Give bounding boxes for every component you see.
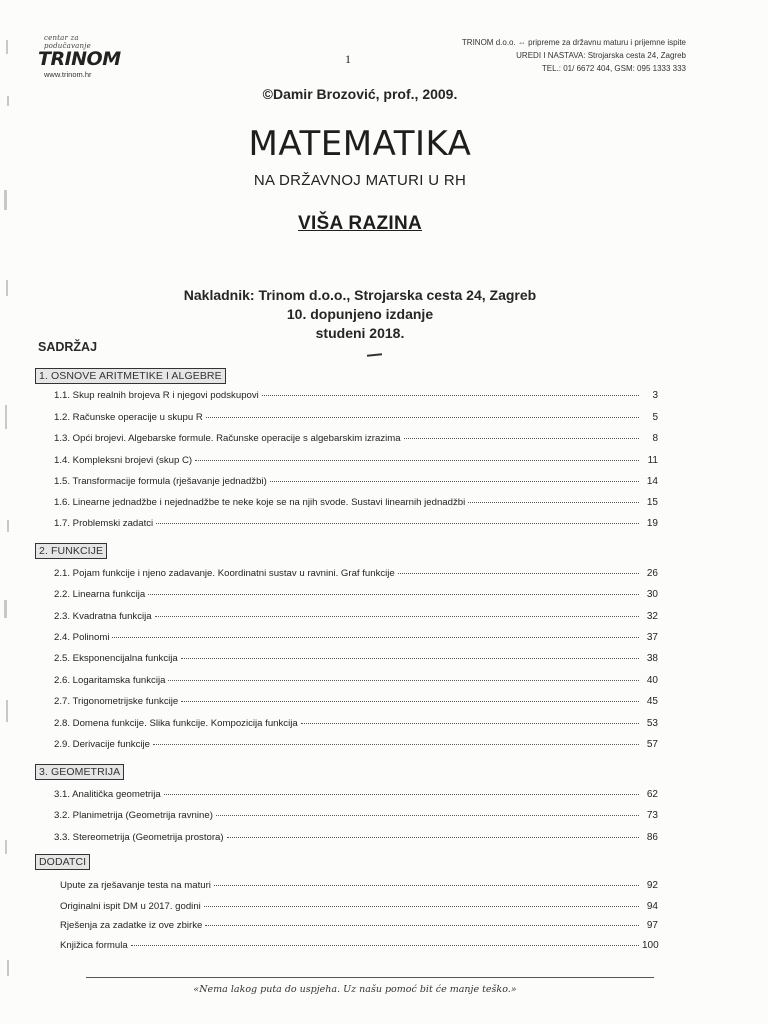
publisher-info — [0, 286, 720, 343]
dot-leader — [181, 658, 639, 659]
toc-entry-title: 2.9. Derivacije funkcije — [54, 739, 150, 750]
toc-entry — [54, 412, 658, 426]
toc-entry-page: 73 — [646, 810, 658, 821]
toc-entry — [54, 433, 658, 447]
toc-entry-title: 2.8. Domena funkcije. Slika funkcije. Kompozicija funkcija — [54, 718, 298, 729]
toc-entry-title: Upute za rješavanje testa na maturi — [60, 880, 211, 891]
logo-wordmark: TRINOM — [38, 48, 121, 70]
toc-entry-title: 2.2. Linearna funkcija — [54, 589, 146, 600]
document-subtitle: NA DRŽAVNOJ MATURI U RH — [253, 172, 467, 189]
toc-entry-page: 26 — [646, 568, 658, 579]
dot-leader — [155, 616, 639, 617]
toc-entry-page: 40 — [646, 675, 658, 686]
toc-entry — [60, 920, 658, 934]
toc-entry-title: 1.6. Linearne jednadžbe i nejednadžbe te neke koje se na njih svode. Sustavi linearnih jednadžbi — [54, 497, 466, 508]
toc-entry — [54, 653, 658, 667]
footer-motto: «Nema lakog puta do uspjeha. Uz našu pomoć bit će manje teško.» — [193, 984, 517, 995]
toc-entry-title: 1.5. Transformacije formula (rješavanje jednadžbi) — [54, 476, 267, 487]
publisher-line: Nakladnik: Trinom d.o.o., Strojarska cesta 24, Zagreb — [183, 287, 537, 303]
toc-entry-page: 45 — [646, 696, 658, 707]
toc-entry-page: 57 — [646, 739, 658, 750]
toc-entry-title: 1.2. Računske operacije u skupu R — [54, 412, 203, 423]
toc-entry — [54, 455, 658, 469]
toc-entry-page: 38 — [646, 653, 658, 664]
dot-leader — [404, 438, 639, 439]
level-heading: VIŠA RAZINA — [298, 213, 422, 234]
dot-leader — [148, 594, 639, 595]
toc-entry-page: 86 — [646, 832, 658, 843]
toc-entry-title: 2.6. Logaritamska funkcija — [54, 675, 166, 686]
toc-entry-title: Knjižica formula — [60, 940, 128, 951]
toc-entry-title: 3.3. Stereometrija (Geometrija prostora) — [54, 832, 224, 843]
logo-url: www.trinom.hr — [44, 70, 92, 79]
toc-entry — [60, 880, 658, 894]
toc-entry-page: 14 — [646, 476, 658, 487]
dot-leader — [156, 523, 639, 524]
toc-entry-title: 3.2. Planimetrija (Geometrija ravnine) — [54, 810, 213, 821]
toc-entry — [54, 718, 658, 732]
dot-leader — [131, 945, 639, 946]
toc-entry-title: 2.7. Trigonometrijske funkcije — [54, 696, 179, 707]
footer-rule — [86, 977, 654, 978]
toc-entry — [54, 589, 658, 603]
copyright-line: ©Damir Brozović, prof., 2009. — [262, 86, 458, 102]
toc-entry-title: 2.5. Eksponencijalna funkcija — [54, 653, 178, 664]
toc-entry-page: 32 — [646, 611, 658, 622]
toc-entry — [54, 476, 658, 490]
trinom-logo — [38, 34, 128, 79]
date-line: studeni 2018. — [315, 325, 405, 341]
toc-entry-page: 3 — [652, 390, 658, 401]
toc-entry — [54, 832, 658, 846]
toc-entry-page: 15 — [646, 497, 658, 508]
section-header: DODATCI — [35, 854, 90, 870]
toc-entry-page: 62 — [646, 789, 658, 800]
dot-leader — [164, 794, 639, 795]
dot-leader — [181, 701, 639, 702]
dot-leader — [205, 925, 639, 926]
firm-line: UREDI I NASTAVA: Strojarska cesta 24, Zagreb — [516, 51, 686, 60]
dot-leader — [216, 815, 639, 816]
dot-leader — [468, 502, 639, 503]
toc-entry — [54, 810, 658, 824]
toc-entry-title: 1.1. Skup realnih brojeva R i njegovi podskupovi — [54, 390, 259, 401]
pen-mark — [367, 353, 382, 357]
section-header: 1. OSNOVE ARITMETIKE I ALGEBRE — [35, 368, 226, 384]
toc-entry-page: 30 — [646, 589, 658, 600]
firm-line: TEL.: 01/ 6672 404, GSM: 095 1333 333 — [541, 64, 686, 73]
dot-leader — [168, 680, 639, 681]
dot-leader — [195, 460, 639, 461]
toc-entry-title: 3.1. Analitička geometrija — [54, 789, 161, 800]
toc-entry-page: 11 — [647, 455, 658, 466]
section-header: 2. FUNKCIJE — [35, 543, 107, 559]
toc-entry-title: 1.7. Problemski zadatci — [54, 518, 154, 529]
document-title: MATEMATIKA — [248, 124, 472, 164]
toc-entry — [60, 901, 658, 915]
dot-leader — [270, 481, 639, 482]
dot-leader — [214, 885, 639, 886]
dot-leader — [227, 837, 639, 838]
toc-entry — [54, 497, 658, 511]
dot-leader — [112, 637, 639, 638]
toc-entry — [54, 675, 658, 689]
toc-entry-page: 19 — [646, 518, 658, 529]
toc-entry — [54, 518, 658, 532]
toc-entry-title: 1.4. Kompleksni brojevi (skup C) — [54, 455, 193, 466]
toc-entry — [54, 739, 658, 753]
toc-entry-page: 8 — [652, 433, 658, 444]
edition-line: 10. dopunjeno izdanje — [286, 306, 434, 322]
toc-entry — [54, 789, 658, 803]
toc-entry-page: 37 — [646, 632, 658, 643]
dot-leader — [301, 723, 639, 724]
toc-entry — [54, 611, 658, 625]
dot-leader — [206, 417, 639, 418]
toc-entry-page: 97 — [646, 920, 658, 931]
toc-entry-title: 2.1. Pojam funkcije i njeno zadavanje. Koordinatni sustav u ravnini. Graf funkcije — [54, 568, 395, 579]
dot-leader — [153, 744, 639, 745]
firm-contact-block — [386, 36, 686, 75]
dot-leader — [204, 906, 639, 907]
page-number: 1 — [345, 52, 351, 66]
dot-leader — [262, 395, 639, 396]
logo-tagline: centar za podučavanje — [44, 34, 91, 50]
toc-entry-title: Rješenja za zadatke iz ove zbirke — [60, 920, 203, 931]
contents-heading: SADRŽAJ — [38, 340, 98, 354]
section-header: 3. GEOMETRIJA — [35, 764, 124, 780]
toc-entry — [54, 568, 658, 582]
dot-leader — [398, 573, 639, 574]
toc-entry-page: 94 — [646, 901, 658, 912]
toc-entry-title: 1.3. Opći brojevi. Algebarske formule. Računske operacije s algebarskim izrazima — [54, 433, 401, 444]
toc-entry-page: 100 — [642, 940, 659, 951]
toc-entry — [60, 940, 658, 954]
toc-entry — [54, 696, 658, 710]
toc-entry-page: 5 — [652, 412, 658, 423]
toc-entry-title: 2.4. Polinomi — [54, 632, 110, 643]
toc-entry — [54, 632, 658, 646]
toc-entry-title: Originalni ispit DM u 2017. godini — [60, 901, 201, 912]
toc-entry — [54, 390, 658, 404]
toc-entry-title: 2.3. Kvadratna funkcija — [54, 611, 152, 622]
toc-entry-page: 53 — [646, 718, 658, 729]
firm-line: TRINOM d.o.o. ⇔ pripreme za državnu maturu i prijemne ispite — [461, 38, 686, 47]
toc-entry-page: 92 — [646, 880, 658, 891]
